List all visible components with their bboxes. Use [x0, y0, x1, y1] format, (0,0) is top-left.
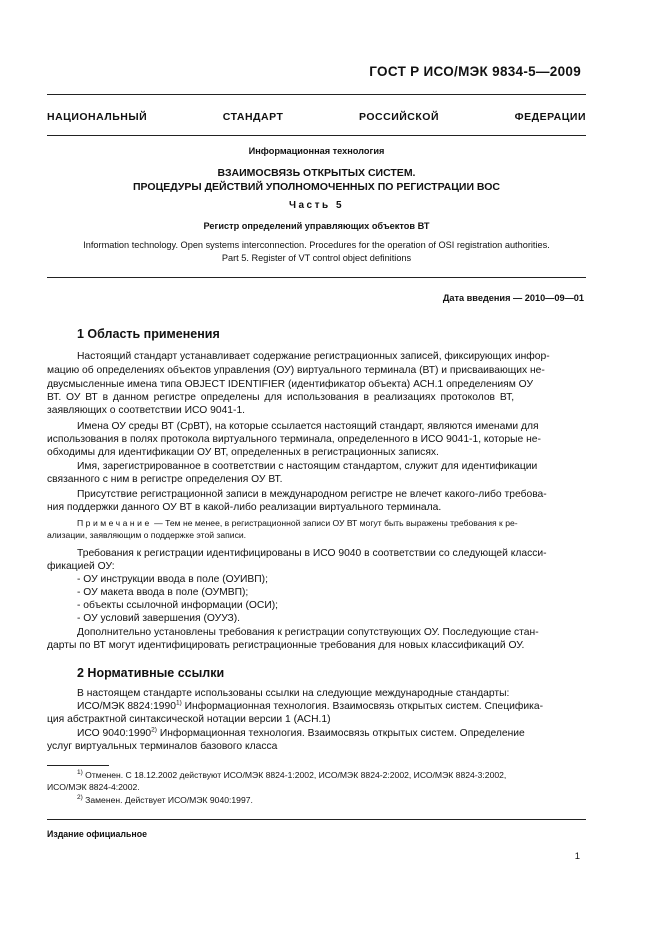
s1-p1-line: двусмысленные имена типа OBJECT IDENTIFIER (идентификатор объекта) АСН.1 определениям ОУ [47, 379, 533, 390]
ref-1-title: Информационная технология. Взаимосвязь открытых систем. Специфика- [184, 701, 544, 712]
s1-note-line-2: ализации, заявляющим о поддержке этой записи. [47, 530, 247, 540]
footnote-2 [77, 795, 585, 805]
title-topic: Информационная технология [248, 146, 385, 156]
footnote-1-mark: 1) [77, 769, 83, 777]
s1-p5-line: фикацией ОУ: [47, 561, 115, 572]
document-code: ГОСТ Р ИСО/МЭК 9834-5—2009 [369, 64, 581, 79]
ref-2-code: ИСО 9040:1990 [77, 728, 152, 739]
national-standard-banner: НАЦИОНАЛЬНЫЙ СТАНДАРТ РОССИЙСКОЙ ФЕДЕРАЦИИ [47, 111, 586, 123]
section-1-heading: 1 Область применения [77, 327, 220, 341]
s1-list-item: - объекты ссылочной информации (ОСИ); [77, 600, 279, 611]
s1-list-item: - ОУ условий завершения (ОУУЗ). [77, 613, 241, 624]
s1-p1-line: заявляющих о соответствии ИСО 9041-1. [47, 405, 246, 416]
title-subtitle: Регистр определений управляющих объектов ВТ [203, 221, 430, 231]
s1-note-line-1 [77, 518, 585, 528]
s2-ref-1 [77, 701, 585, 712]
s1-p3-line: Имя, зарегистрированное в соответствии с настоящим стандартом, служит для идентификации [77, 461, 538, 472]
title-english-1: Information technology. Open systems interconnection. Procedures for the operation of OSI registration authorities. [83, 240, 550, 250]
s1-p6-line: Дополнительно установлены требования к регистрации сопутствующих ОУ. Последующие стан- [77, 627, 539, 638]
s1-p6-line: дарты по ВТ могут идентифицировать регистрационные требования для новых классификаций ОУ. [47, 640, 525, 651]
s1-p1-line: ВТ. ОУ ВТ в данном регистре определены для использования в реализациях протоколов ВТ, [47, 392, 515, 403]
s1-p4-line: ния поддержки данного ОУ ВТ в какой-либо реализации виртуального терминала. [47, 502, 442, 513]
note-label: Примечание [77, 518, 152, 528]
title-line-1: ВЗАИМОСВЯЗЬ ОТКРЫТЫХ СИСТЕМ. [217, 167, 416, 179]
page-number: 1 [574, 851, 580, 862]
s2-p1: В настоящем стандарте использованы ссылки на следующие международные стандарты: [77, 688, 510, 699]
footnote-separator [47, 765, 109, 766]
s2-ref-2 [77, 728, 585, 739]
ref-2-footnote-mark: 2) [151, 726, 157, 734]
s1-p2-line: обходимы для идентификации ОУ ВТ, определенных в регистрационных записях. [47, 447, 439, 458]
footnote-2-text: Заменен. Действует ИСО/МЭК 9040:1997. [85, 795, 253, 805]
s1-p4-line: Присутствие регистрационной записи в международном регистре не влечет какого-либо требова- [77, 489, 547, 500]
note-text: — Тем не менее, в регистрационной записи ОУ ВТ могут быть выражены требования к ре- [154, 518, 518, 528]
footnote-1-text: Отменен. С 18.12.2002 действуют ИСО/МЭК 8824-1:2002, ИСО/МЭК 8824-2:2002, ИСО/МЭК 8824-3:2002, [85, 770, 507, 780]
edition-label: Издание официальное [47, 829, 147, 839]
s1-list-item: - ОУ инструкции ввода в поле (ОУИВП); [77, 574, 268, 585]
title-english-2: Part 5. Register of VT control object definitions [221, 253, 412, 263]
ref-1-code: ИСО/МЭК 8824:1990 [77, 701, 176, 712]
s1-p3-line: связанного с ним в регистре определения ОУ ВТ. [47, 474, 283, 485]
s1-p1-line: мацию об определениях объектов управления (ОУ) виртуального терминала (ВТ) и присваивающих не- [47, 365, 545, 376]
footnote-1 [77, 770, 585, 780]
ref-1-footnote-mark: 1) [176, 699, 182, 707]
s1-p2-line: Имена ОУ среды ВТ (СрВТ), на которые ссылается настоящий стандарт, являются именами для [77, 421, 539, 432]
s1-p5-line: Требования к регистрации идентифицированы в ИСО 9040 в соответствии со следующей класси- [77, 548, 547, 559]
title-rule [47, 277, 586, 278]
footnote-2-mark: 2) [77, 794, 83, 802]
s1-p2-line: использования в полях протокола виртуального терминала, определенного в ИСО 9041-1, которые не- [47, 434, 541, 445]
s1-list-item: - ОУ макета ввода в поле (ОУМВП); [77, 587, 249, 598]
section-2-heading: 2 Нормативные ссылки [77, 666, 225, 680]
ref-2-title: Информационная технология. Взаимосвязь открытых систем. Определение [159, 728, 525, 739]
banner-rule [47, 135, 586, 136]
title-part: Часть 5 [288, 200, 345, 211]
s1-p1-line: Настоящий стандарт устанавливает содержание регистрационных записей, фиксирующих инфор- [77, 351, 550, 362]
header-rule [47, 94, 586, 95]
title-line-2: ПРОЦЕДУРЫ ДЕЙСТВИЙ УПОЛНОМОЧЕННЫХ ПО РЕГИСТРАЦИИ ВОС [132, 181, 500, 193]
footnote-1-cont: ИСО/МЭК 8824-4:2002. [47, 782, 140, 792]
introduction-date: Дата введения — 2010—09—01 [442, 293, 584, 303]
s2-ref-1-cont: ция абстрактной синтаксической нотации версии 1 (АСН.1) [47, 714, 331, 725]
footer-rule [47, 819, 586, 820]
s2-ref-2-cont: услуг виртуальных терминалов базового класса [47, 741, 278, 752]
